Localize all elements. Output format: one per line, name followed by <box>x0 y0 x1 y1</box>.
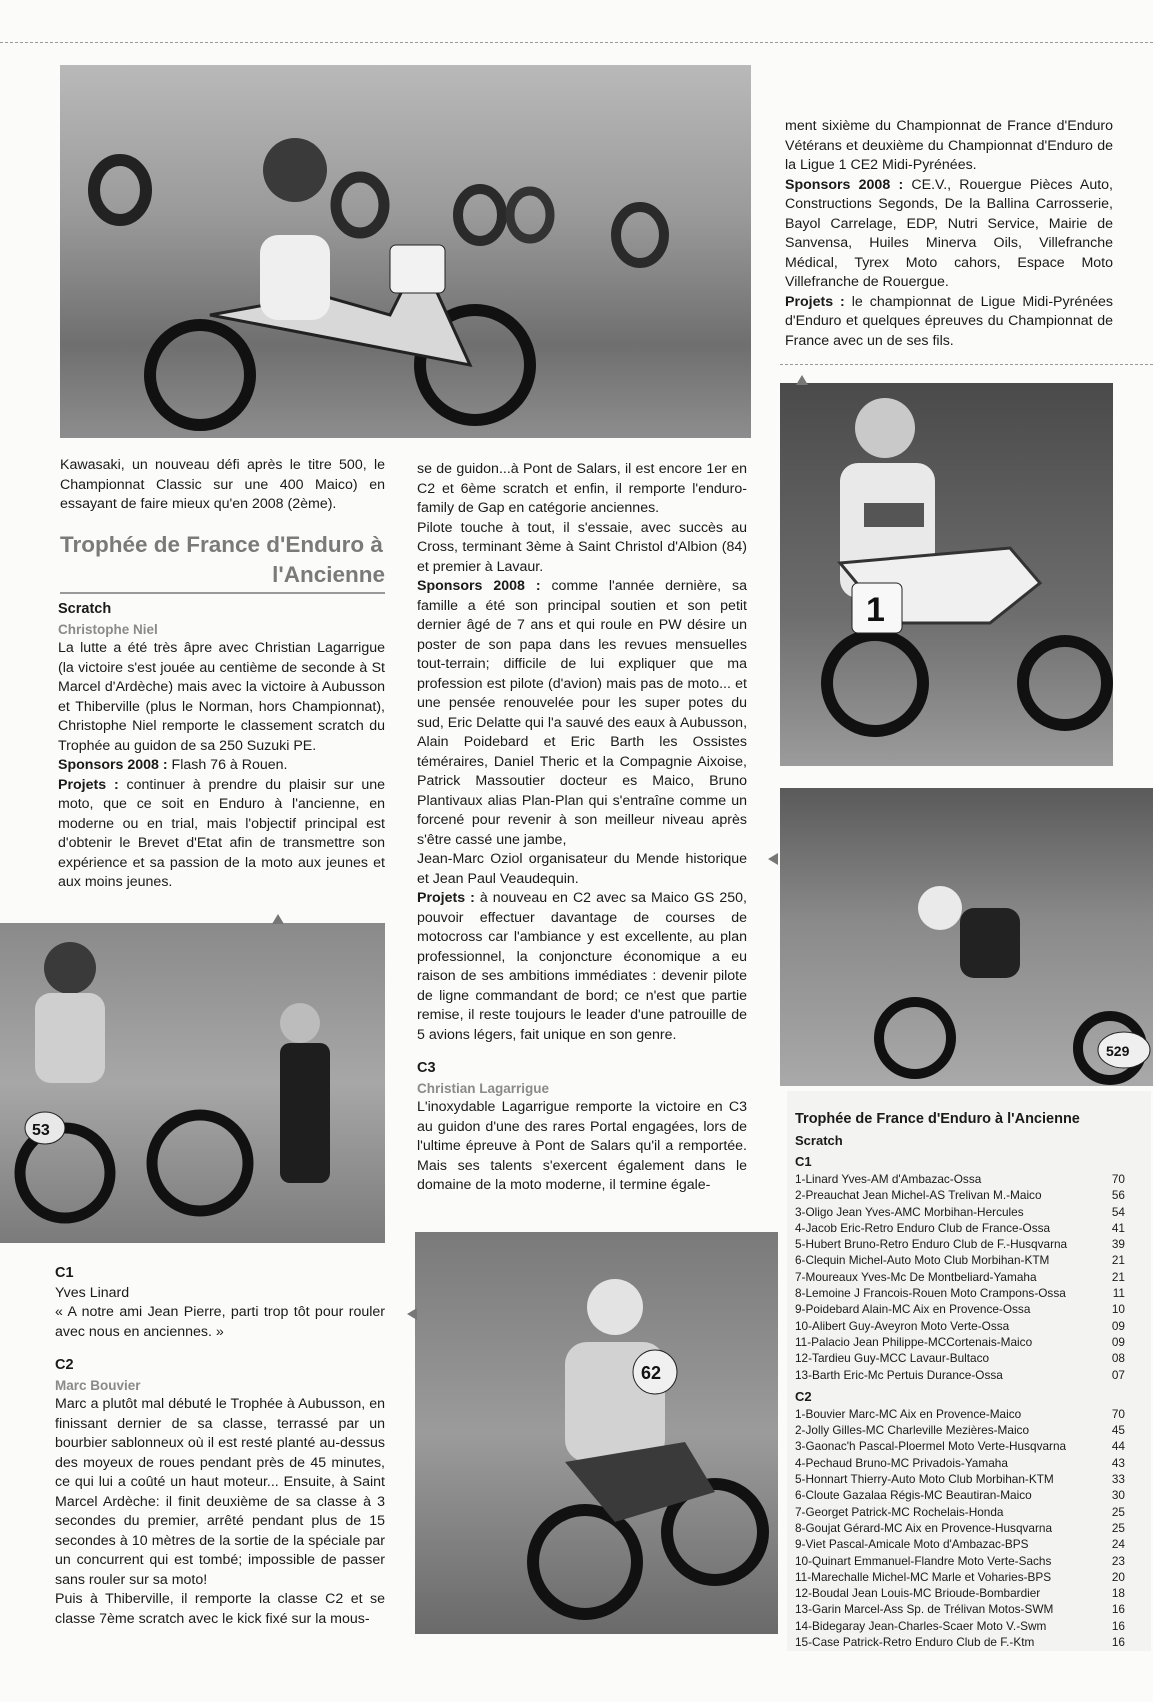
c1-name: Yves Linard <box>55 1284 130 1301</box>
paragraph: Jean-Marc Oziol organisateur du Mende historique et Jean Paul Veaudequin. <box>417 851 747 887</box>
section-heading-c2: C2 <box>55 1357 74 1373</box>
sponsors-text: comme l'année dernière, sa famille a été son principal soutien et son petit dernier âgé de 7 ans et qui roule en PW désire un poster de son papa dans les revues mensuelles tout-terrain; difficile de lui expliquer que ma profession est pilote (d'avion) mais pas de moto... et une pensée renouvelée pour les super potes du sud, Eric Delatte qui l'a sauvé des eaux à Aubusson, Alain Poidebard et Eric Barth les Ossistes téméraires, Daniel Theric et la Compagnie Aixoise, Patrick Massoutier docteur es Maico, Bruno Plantivaux alias Plan-Plan qui s'entraîne comme un forcené pour revenir à son meilleur niveau après s'être cassé une jambe, <box>417 578 748 848</box>
projets-text: le championnat de Ligue Midi-Pyrénées d'Enduro et quelques épreuves du Championnat de France avec un de ses fils. <box>785 293 1113 349</box>
label-projets: Projets : <box>417 890 475 906</box>
results-table <box>787 1091 1151 1651</box>
paragraph <box>785 176 1113 293</box>
paragraph <box>58 776 385 893</box>
table-row: 3-Gaonac'h Pascal-Ploermel Moto Verte-Husqvarna 44 <box>795 1439 1125 1454</box>
table-row: 6-Cloute Gazalaa Régis-MC Beautiran-Maico 30 <box>795 1488 1125 1503</box>
table-row: 2-Preauchat Jean Michel-AS Trelivan M.-Maico 56 <box>795 1188 1125 1203</box>
paragraph: La lutte a été très âpre avec Christian Lagarrigue (la victoire s'est jouée au centième de seconde à St Marcel d'Ardèche) mais avec la victoire à Aubusson et Thiberville (plus le Norman, hors Championnat), Christophe Niel remporte le classement scratch du Trophée au guidon de sa 250 Suzuki PE. <box>58 640 385 754</box>
table-row: 13-Barth Eric-Mc Pertuis Durance-Ossa 07 <box>795 1367 1125 1382</box>
author-c3: Christian Lagarrigue <box>417 1080 550 1096</box>
table-row: 1-Linard Yves-AM d'Ambazac-Ossa 70 <box>795 1172 1125 1186</box>
label-projets: Projets : <box>58 776 119 793</box>
svg-text:1: 1 <box>866 591 885 629</box>
paragraph: Kawasaki, un nouveau défi après le titre 500, le Championnat Classic sur une 400 Maico) en essayant de faire mieux qu'en 2008 (2ème). <box>60 457 385 512</box>
paragraph: ment sixième du Championnat de France d'Enduro Vétérans et deuxième du Championnat d'Enduro de la Ligue 1 CE2 Midi-Pyrénées. <box>785 118 1113 173</box>
table-row: 10-Alibert Guy-Aveyron Moto Verte-Ossa 09 <box>795 1318 1125 1333</box>
svg-text:62: 62 <box>641 1363 662 1383</box>
article-title-line2: l'Ancienne <box>60 560 385 594</box>
table-row: 6-Clequin Michel-Auto Moto Club Morbihan-KTM 21 <box>795 1253 1125 1268</box>
svg-text:53: 53 <box>32 1122 50 1139</box>
photo-rider-529 <box>780 788 1153 1086</box>
paragraph: Pilote touche à tout, il s'essaie, avec succès au Cross, terminant 3ème à Saint Christol d'Albion (84) et premier à Lavaur. <box>417 519 747 575</box>
table-row: 5-Honnart Thierry-Auto Moto Club Morbihan-KTM 33 <box>795 1472 1125 1487</box>
results-c2-list <box>787 1406 1151 1650</box>
label-sponsors: Sponsors 2008 : <box>58 757 168 773</box>
table-row: 8-Lemoine J Francois-Rouen Moto Crampons-Ossa 11 <box>795 1286 1125 1301</box>
photo-rider-53-illustration <box>0 923 385 1243</box>
caption-pointer-icon <box>407 1308 417 1320</box>
text-block-center <box>417 460 747 1196</box>
text-block-left-top <box>60 456 385 515</box>
photo-rider-529-illustration <box>780 788 1153 1086</box>
label-sponsors: Sponsors 2008 : <box>417 578 541 594</box>
article-title-line1: Trophée de France d'Enduro à <box>60 532 383 557</box>
photo-rider-19-illustration <box>60 65 751 438</box>
section-heading-c3: C3 <box>417 1060 436 1076</box>
paragraph <box>417 889 747 1045</box>
table-row: 13-Garin Marcel-Ass Sp. de Trélivan Motos-SWM 16 <box>795 1602 1125 1617</box>
text-block-left-bottom <box>55 1264 385 1629</box>
right-dotted-rule <box>780 364 1153 365</box>
table-row: 9-Viet Pascal-Amicale Moto d'Ambazac-BPS 24 <box>795 1537 1125 1552</box>
table-row: 5-Hubert Bruno-Retro Enduro Club de F.-Husqvarna 39 <box>795 1237 1125 1252</box>
table-row: 7-Moureaux Yves-Mc De Montbeliard-Yamaha 21 <box>795 1269 1125 1284</box>
article-title <box>60 530 385 594</box>
table-row: 9-Poidebard Alain-MC Aix en Provence-Ossa 10 <box>795 1302 1125 1317</box>
photo-rider-53 <box>0 923 385 1243</box>
caption-pointer-icon <box>796 375 808 385</box>
table-row: 11-Palacio Jean Philippe-MCCortenais-Maico 09 <box>795 1334 1125 1349</box>
c1-quote: « A notre ami Jean Pierre, parti trop tôt pour rouler avec nous en anciennes. » <box>55 1304 385 1340</box>
table-row: 4-Pechaud Bruno-MC Privadois-Yamaha 43 <box>795 1455 1125 1470</box>
projets-text: à nouveau en C2 avec sa Maico GS 250, pouvoir effectuer davantage de courses de motocross car l'ambiance y est excellente, au plan professionnel, la conjoncture économique a eu raison de ses ambitions immédiates : devenir pilote de ligne commandant de bord; ce n'est que partie remise, il reste toujours le leader d'une patrouille de 5 avions légers, fait unique en son genre. <box>417 890 747 1043</box>
results-c1-list <box>787 1171 1151 1383</box>
paragraph: Marc a plutôt mal débuté le Trophée à Aubusson, en finissant dernier de sa classe, terrassé par un bourbier sablonneux où il est resté planté au-dessus des moyeux de roues pendant près de 45 minutes, ce qui lui a coûté un haut moteur... Ensuite, à Saint Marcel Ardèche: il finit deuxième de sa classe à 3 secondes du premier, arrêté pendant plus de 15 secondes à 10 mètres de la sortie de la spéciale par un concurrent qui est tombé; impossible de passer sans rouler sur sa moto! <box>55 1396 385 1588</box>
table-row: 11-Marechalle Michel-MC Marle et Voharies-BPS 20 <box>795 1569 1125 1584</box>
section-heading-c1: C1 <box>55 1265 74 1281</box>
table-row: 3-Oligo Jean Yves-AMC Morbihan-Hercules 54 <box>795 1204 1125 1219</box>
author-c2: Marc Bouvier <box>55 1377 141 1393</box>
paragraph <box>417 577 747 850</box>
photo-rider-portrait-illustration <box>780 383 1113 766</box>
table-row: 14-Bidegaray Jean-Charles-Scaer Moto V.-Swm 16 <box>795 1618 1125 1633</box>
caption-pointer-icon <box>768 853 778 865</box>
table-row: 8-Goujat Gérard-MC Aix en Provence-Husqvarna 25 <box>795 1520 1125 1535</box>
table-row: 12-Tardieu Guy-MCC Lavaur-Bultaco 08 <box>795 1351 1125 1366</box>
table-row: 2-Jolly Gilles-MC Charleville Mezières-Maico 45 <box>795 1423 1125 1438</box>
results-subtitle: Scratch <box>795 1133 843 1148</box>
paragraph <box>785 293 1113 352</box>
photo-rider-portrait <box>780 383 1113 766</box>
photo-rider-62-illustration <box>415 1232 778 1634</box>
paragraph <box>58 756 385 776</box>
projets-text: continuer à prendre du plaisir sur une moto, que ce soit en Enduro à l'ancienne, en moderne ou en trial, mais l'objectif principal est d'obtenir le Brevet d'Etat afin de transmettre son expérience et sa passion de la moto aux jeunes et aux moins jeunes. <box>58 776 386 890</box>
label-projets: Projets : <box>785 293 845 310</box>
sponsors-text: Flash 76 à Rouen. <box>167 757 288 773</box>
svg-text:529: 529 <box>1106 1043 1130 1059</box>
table-row: 7-Georget Patrick-MC Rochelais-Honda 25 <box>795 1504 1125 1519</box>
photo-rider-19 <box>60 65 751 438</box>
top-dotted-rule <box>0 42 1153 43</box>
photo-rider-62 <box>415 1232 778 1634</box>
paragraph: L'inoxydable Lagarrigue remporte la victoire en C3 au guidon d'une des rares Portal engagées, lors de l'ultime épreuve à Pont de Salars qu'il a remportée. Mais ses talents s'exercent également dans le domaine de la moto moderne, il termine égale- <box>417 1099 747 1193</box>
paragraph: se de guidon...à Pont de Salars, il est encore 1er en C2 et 6ème scratch et enfin, il remporte l'enduro-family de Gap en catégorie anciennes. <box>417 461 747 516</box>
text-block-right-top <box>785 117 1113 351</box>
paragraph: Puis à Thiberville, il remporte la classe C2 et se classe 7ème scratch avec le kick fixé sur la mous- <box>55 1591 385 1627</box>
label-sponsors: Sponsors 2008 : <box>785 176 904 193</box>
table-row: 12-Boudal Jean Louis-MC Brioude-Bombardier 18 <box>795 1586 1125 1601</box>
table-row: 10-Quinart Emmanuel-Flandre Moto Verte-Sachs 23 <box>795 1553 1125 1568</box>
results-title: Trophée de France d'Enduro à l'Ancienne <box>795 1111 1080 1127</box>
table-row: 4-Jacob Eric-Retro Enduro Club de France-Ossa 41 <box>795 1220 1125 1235</box>
table-row: 1-Bouvier Marc-MC Aix en Provence-Maico 70 <box>795 1406 1125 1421</box>
sponsors-text: CE.V., Rouergue Pièces Auto, Constructions Segonds, De la Ballina Carrosserie, Bayol Carrelage, EDP, Nutri Service, Mairie de Sanvensa, Huiles Minerva Oils, Villefranche Médical, Tyrex Moto cahors, Espace Moto Villefranche de Rouergue. <box>785 176 1113 290</box>
section-heading-scratch: Scratch <box>58 601 112 617</box>
results-class-c1: C1 <box>795 1154 812 1169</box>
author-scratch: Christophe Niel <box>58 621 158 637</box>
caption-pointer-icon <box>272 914 284 924</box>
results-class-c2: C2 <box>795 1388 812 1404</box>
table-row: 15-Case Patrick-Retro Enduro Club de F.-Ktm 16 <box>795 1635 1125 1650</box>
text-block-scratch <box>58 600 385 893</box>
